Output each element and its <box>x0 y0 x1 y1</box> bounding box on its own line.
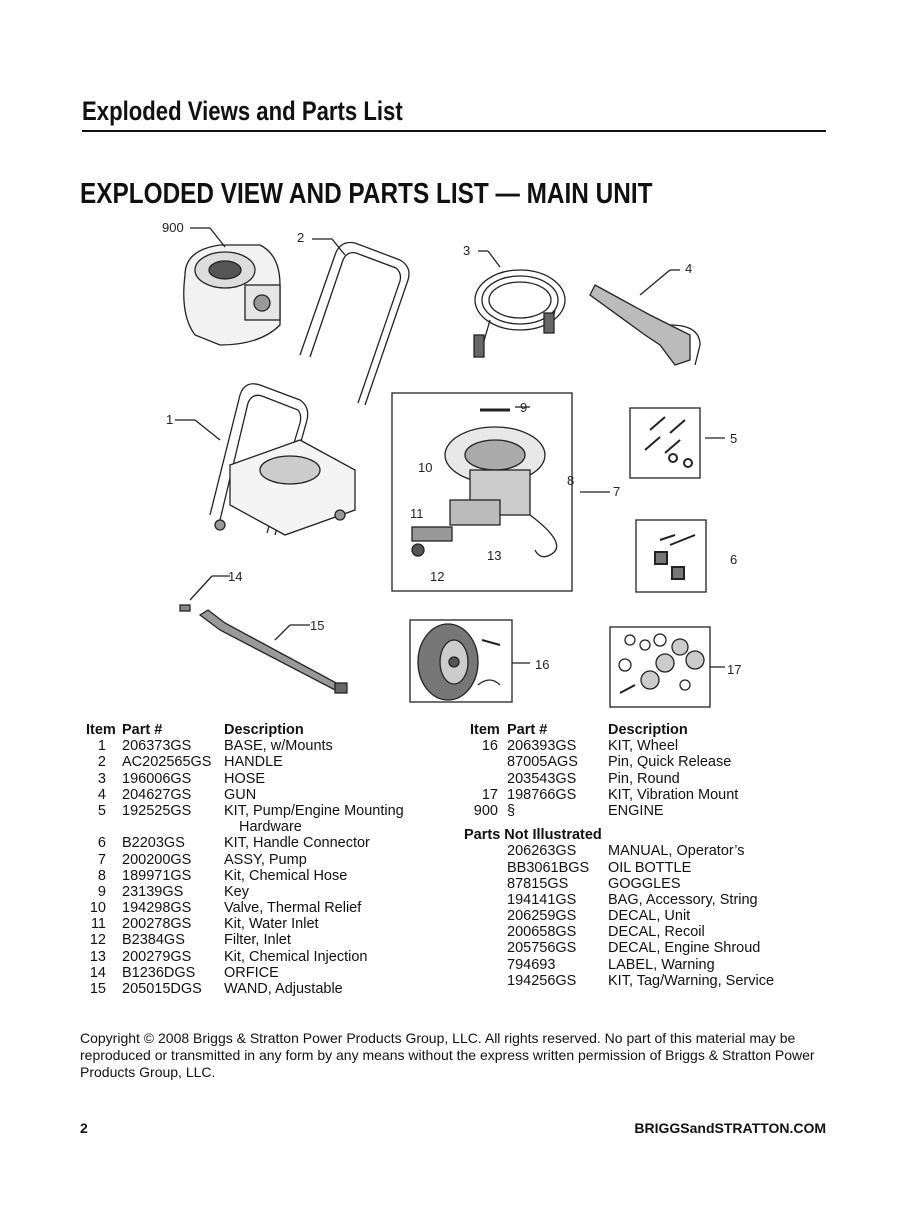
connector-illustration <box>655 535 695 579</box>
page-number: 2 <box>80 1120 88 1136</box>
part-cell: AC202565GS <box>122 754 212 771</box>
description-cell: Valve, Thermal Relief <box>224 900 362 917</box>
table-row <box>86 852 456 868</box>
table-row <box>462 973 832 989</box>
part-cell: B2203GS <box>122 835 185 852</box>
description-cell: DECAL, Engine Shroud <box>608 940 761 957</box>
description-cell: DECAL, Unit <box>608 908 691 925</box>
table-row <box>86 900 456 916</box>
part-cell: 23139GS <box>122 883 184 900</box>
table-row <box>86 787 456 803</box>
description-cell: Filter, Inlet <box>224 932 291 949</box>
part-cell: 200279GS <box>122 948 192 965</box>
description-cell: Kit, Chemical Injection <box>224 948 368 965</box>
part-cell: 206373GS <box>122 738 192 755</box>
table-row <box>86 884 456 900</box>
website-footer: BRIGGSandSTRATTON.COM <box>634 1120 826 1136</box>
table-row <box>462 892 832 908</box>
callout-7: 7 <box>613 484 621 499</box>
part-header: Part # <box>122 722 163 738</box>
item-cell: 2 <box>97 754 106 771</box>
description-header: Description <box>224 722 304 738</box>
description-cell: Kit, Water Inlet <box>224 916 319 933</box>
description-cell: ORFICE <box>224 964 279 981</box>
item-cell: 8 <box>97 867 106 884</box>
callout-15: 15 <box>310 618 325 633</box>
hardware-illustration <box>645 417 692 467</box>
description-cell: HANDLE <box>224 754 283 771</box>
callout-10: 10 <box>418 460 433 475</box>
item-cell: 3 <box>97 770 106 787</box>
table-row <box>86 868 456 884</box>
table-header <box>462 722 832 738</box>
description-cell: DECAL, Recoil <box>608 924 705 941</box>
part-cell: 200200GS <box>122 851 192 868</box>
callout-12: 12 <box>430 569 445 584</box>
callout-3: 3 <box>463 243 471 258</box>
copyright-notice: Copyright © 2008 Briggs & Stratton Power Products Group, LLC. All rights reserved. No part of this material may be reproduced or transmitted in any form by any means without the express written permission of Briggs & Stratton Power Products Group, LLC. <box>80 1030 815 1080</box>
item-cell: 15 <box>89 981 106 997</box>
table-row <box>86 949 456 965</box>
not-illustrated-heading: Parts Not Illustrated <box>464 827 602 844</box>
callout-6: 6 <box>730 552 738 567</box>
item-cell: 16 <box>481 738 498 755</box>
part-cell: 200658GS <box>507 924 577 941</box>
handle-illustration <box>300 243 409 406</box>
callout-4: 4 <box>685 261 693 276</box>
callout-2: 2 <box>297 230 305 245</box>
hose-illustration <box>474 270 565 357</box>
part-cell: 205015DGS <box>122 981 202 997</box>
item-cell: 9 <box>97 883 106 900</box>
title-divider <box>82 130 826 132</box>
table-row <box>462 787 832 803</box>
description-cell: BASE, w/Mounts <box>224 738 333 755</box>
callout-11: 11 <box>410 506 424 521</box>
callout-900: 900 <box>162 220 184 235</box>
part-cell: 205756GS <box>507 940 577 957</box>
section-title: Exploded Views and Parts List <box>82 96 403 126</box>
part-cell: 204627GS <box>122 786 192 803</box>
table-row <box>462 771 832 787</box>
part-cell: 189971GS <box>122 867 192 884</box>
table-row <box>462 940 832 956</box>
callout-17: 17 <box>727 662 742 677</box>
part-cell: BB3061BGS <box>507 859 590 876</box>
item-cell: 1 <box>97 738 106 755</box>
part-cell: 794693 <box>507 956 556 973</box>
part-cell: 196006GS <box>122 770 192 787</box>
vibration-mount-illustration <box>619 634 704 693</box>
table-row <box>462 754 832 770</box>
part-cell: § <box>507 802 516 819</box>
callout-5: 5 <box>730 431 738 446</box>
table-row <box>462 876 832 892</box>
part-cell: 206259GS <box>507 908 577 925</box>
description-cell: KIT, Vibration Mount <box>608 786 739 803</box>
callout-9: 9 <box>520 400 528 415</box>
table-row <box>86 771 456 787</box>
part-cell: 87815GS <box>507 875 569 892</box>
description-header: Description <box>608 722 688 738</box>
callout-16: 16 <box>535 657 550 672</box>
item-header: Item <box>86 722 116 738</box>
base-frame-illustration <box>210 384 355 535</box>
description-cell: Key <box>224 883 249 900</box>
table-row <box>86 932 456 948</box>
table-row <box>86 916 456 932</box>
description-cell: Hardware <box>239 819 302 836</box>
engine-illustration <box>184 245 280 345</box>
table-row <box>86 965 456 981</box>
table-row <box>462 843 832 859</box>
part-cell: 87005AGS <box>507 754 578 771</box>
table-row <box>462 924 832 940</box>
table-row <box>462 908 832 924</box>
callout-14: 14 <box>228 569 243 584</box>
item-cell: 6 <box>97 835 106 852</box>
item-cell: 10 <box>89 900 106 917</box>
part-cell: 198766GS <box>507 786 577 803</box>
part-cell: 194298GS <box>122 900 192 917</box>
callout-8: 8 <box>567 473 575 488</box>
part-cell: 192525GS <box>122 802 192 819</box>
table-row <box>462 803 832 819</box>
item-cell: 14 <box>89 964 106 981</box>
description-cell: ASSY, Pump <box>224 851 307 868</box>
table-row <box>86 819 456 835</box>
table-row <box>462 860 832 876</box>
description-cell: OIL BOTTLE <box>608 859 692 876</box>
part-cell: 206263GS <box>507 843 577 860</box>
description-cell: ENGINE <box>608 802 664 819</box>
description-cell: BAG, Accessory, String <box>608 891 758 908</box>
callout-1: 1 <box>166 412 174 427</box>
part-cell: B2384GS <box>122 932 185 949</box>
page-title: EXPLODED VIEW AND PARTS LIST — MAIN UNIT <box>80 178 653 210</box>
part-cell: 206393GS <box>507 738 577 755</box>
table-row <box>86 981 456 997</box>
part-cell: B1236DGS <box>122 964 196 981</box>
part-cell: 203543GS <box>507 770 577 787</box>
table-row <box>462 738 832 754</box>
part-header: Part # <box>507 722 548 738</box>
table-row <box>86 835 456 851</box>
part-cell: 194256GS <box>507 972 577 989</box>
item-cell: 13 <box>89 948 106 965</box>
item-cell: 4 <box>97 786 106 803</box>
parts-table-left <box>86 722 456 997</box>
callout-13: 13 <box>487 548 502 563</box>
description-cell: GOGGLES <box>608 875 681 892</box>
item-cell: 17 <box>481 786 498 803</box>
wheel-illustration <box>418 624 500 700</box>
item-cell: 5 <box>97 802 106 819</box>
table-header <box>86 722 456 738</box>
part-cell: 200278GS <box>122 916 192 933</box>
handle-connector-box <box>636 520 706 592</box>
item-header: Item <box>470 722 500 738</box>
description-cell: LABEL, Warning <box>608 956 715 973</box>
exploded-view-diagram <box>150 215 770 715</box>
parts-table-right <box>462 722 832 989</box>
part-cell: 194141GS <box>507 891 577 908</box>
table-row <box>86 754 456 770</box>
description-cell: KIT, Handle Connector <box>224 835 370 852</box>
item-cell: 12 <box>89 932 106 949</box>
description-cell: Pin, Round <box>608 770 680 787</box>
description-cell: MANUAL, Operator’s <box>608 843 745 860</box>
description-cell: Pin, Quick Release <box>608 754 732 771</box>
description-cell: KIT, Wheel <box>608 738 679 755</box>
table-row <box>462 957 832 973</box>
description-cell: GUN <box>224 786 257 803</box>
item-cell: 7 <box>97 851 106 868</box>
description-cell: KIT, Pump/Engine Mounting <box>224 802 404 819</box>
item-cell: 900 <box>473 802 498 819</box>
gun-illustration <box>590 285 700 365</box>
description-cell: KIT, Tag/Warning, Service <box>608 972 775 989</box>
description-cell: WAND, Adjustable <box>224 981 343 997</box>
table-row <box>86 803 456 819</box>
item-cell: 11 <box>90 916 106 933</box>
description-cell: Kit, Chemical Hose <box>224 867 348 884</box>
table-row <box>86 738 456 754</box>
description-cell: HOSE <box>224 770 266 787</box>
